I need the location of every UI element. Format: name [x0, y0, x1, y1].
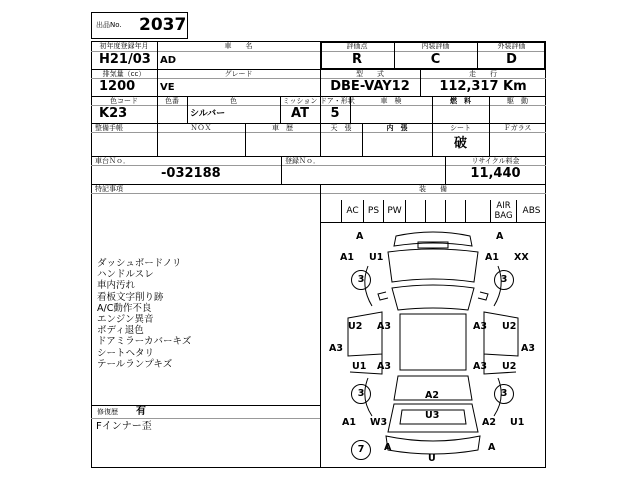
mark: A3 — [377, 361, 391, 372]
value-score: R — [351, 52, 362, 67]
repair-note: Fインナー歪 — [96, 421, 152, 432]
equip-slot-4 — [405, 200, 425, 222]
list-item: シートヘタリ — [97, 347, 155, 359]
lot-number: 2037 — [139, 15, 187, 35]
mark: U2 — [348, 321, 363, 332]
value-color: シルバー — [190, 109, 226, 119]
tire-front-right: 3 — [494, 270, 514, 290]
label-color: 色 — [230, 97, 237, 105]
value-recycle: 11,440 — [470, 166, 521, 181]
lot-label: 出品No. — [96, 21, 122, 29]
label-fuel: 燃 料 — [450, 97, 471, 105]
value-doors: 5 — [330, 106, 340, 121]
list-item: A/C動作不良 — [97, 302, 152, 314]
label-drive: 駆 動 — [507, 97, 528, 105]
label-car-name: 車 名 — [224, 42, 253, 50]
mark: A3 — [329, 343, 343, 354]
list-item: ハンドルスレ — [97, 269, 154, 281]
value-interior-score: C — [430, 52, 441, 67]
mark: A — [496, 231, 504, 242]
label-grade: グレード — [224, 70, 253, 78]
equip-slot-6 — [445, 200, 465, 222]
label-doors: ドア・形状 — [320, 97, 355, 105]
equip-pw: PW — [383, 200, 405, 222]
list-item: 車内汚れ — [97, 280, 136, 292]
mark: U3 — [425, 410, 440, 421]
mark: U1 — [352, 361, 367, 372]
value-mileage: 112,317 Km — [439, 79, 527, 94]
value-car-name: AD — [160, 55, 177, 66]
value-reg-year: H21/03 — [99, 52, 151, 67]
value-grade: VE — [160, 82, 175, 93]
label-remarks: 特記事項 — [95, 185, 123, 193]
tire-front-left: 3 — [351, 270, 371, 290]
mark: U2 — [502, 361, 517, 372]
value-exterior-score: D — [506, 52, 517, 67]
label-exterior-score: 外装評価 — [497, 42, 526, 50]
list-item: 看板文字削り跡 — [97, 291, 164, 303]
mark: A3 — [377, 321, 391, 332]
value-repair: 有 — [136, 406, 146, 417]
label-equipment: 装 備 — [419, 185, 447, 193]
label-score: 評価点 — [346, 42, 368, 50]
label-chassis: 車台Ｎｏ． — [95, 157, 130, 165]
label-inspection: 車 検 — [380, 97, 402, 105]
value-transmission: AT — [291, 106, 309, 121]
value-displacement: 1200 — [99, 79, 136, 94]
label-color-code: 色コード — [110, 97, 138, 105]
mark: U — [428, 453, 436, 464]
label-recycle: リサイクル料金 — [471, 157, 520, 165]
equip-slot-5 — [425, 200, 445, 222]
label-model: 型 式 — [356, 70, 384, 78]
equip-airbag — [490, 200, 516, 222]
mark: A1 — [342, 417, 356, 428]
list-item: ダッシュボードノリ — [97, 258, 182, 269]
mark: A1 — [485, 252, 499, 263]
equip-slot-7 — [465, 200, 490, 222]
value-model: DBE-VAY12 — [330, 79, 410, 94]
list-item: テールランプキズ — [97, 358, 173, 370]
mark: A3 — [473, 361, 487, 372]
list-item: ドアミラーカバーキズ — [97, 336, 192, 348]
equip-airbag-label: AIR BAG — [494, 201, 513, 221]
lot-box — [91, 12, 188, 39]
label-interior-score: 内装評価 — [421, 42, 450, 50]
tire-rear-left: 3 — [351, 384, 371, 404]
equip-ac: AC — [341, 200, 363, 222]
label-color-family: 色番 — [165, 97, 179, 105]
mark: A — [488, 442, 496, 453]
mark: A2 — [425, 390, 439, 401]
mark: A1 — [340, 252, 354, 263]
label-manual: 整備手帳 — [95, 124, 123, 132]
equip-ps: PS — [363, 200, 383, 222]
mark: U1 — [510, 417, 525, 428]
list-item: ボディ退色 — [97, 325, 144, 337]
mark: A — [356, 231, 364, 242]
tire-rear-right: 3 — [494, 384, 514, 404]
label-f-glass: Ｆガラス — [503, 124, 532, 132]
label-registration: 登録Ｎｏ． — [285, 157, 320, 165]
mark: W3 — [370, 417, 388, 428]
value-chassis: -032188 — [161, 166, 221, 181]
label-nox: ＮＯＸ — [190, 124, 212, 132]
value-seat: 破 — [453, 136, 467, 151]
value-color-code: K23 — [99, 106, 128, 121]
label-repair: 修復歴 — [97, 408, 118, 416]
mark: U2 — [502, 321, 517, 332]
label-transmission: ミッション — [282, 97, 318, 105]
label-history: 車 歴 — [272, 124, 293, 132]
remarks-list — [97, 258, 191, 370]
mark: A3 — [521, 343, 535, 354]
list-item: エンジン異音 — [97, 314, 154, 326]
equip-abs: ABS — [516, 200, 546, 222]
mark: XX — [514, 252, 529, 263]
mark: A — [384, 442, 392, 453]
label-roof: 天 張 — [330, 124, 352, 132]
label-seat: シート — [450, 124, 471, 132]
label-reg-year: 初年度登録年月 — [99, 42, 149, 50]
mark: A3 — [473, 321, 487, 332]
mark: U1 — [369, 252, 384, 263]
label-displacement: 排気量（cc） — [102, 70, 146, 78]
label-interior: 内 張 — [386, 124, 408, 132]
spare-tire: 7 — [351, 440, 371, 460]
label-mileage: 走 行 — [469, 70, 497, 78]
mark: A2 — [482, 417, 496, 428]
